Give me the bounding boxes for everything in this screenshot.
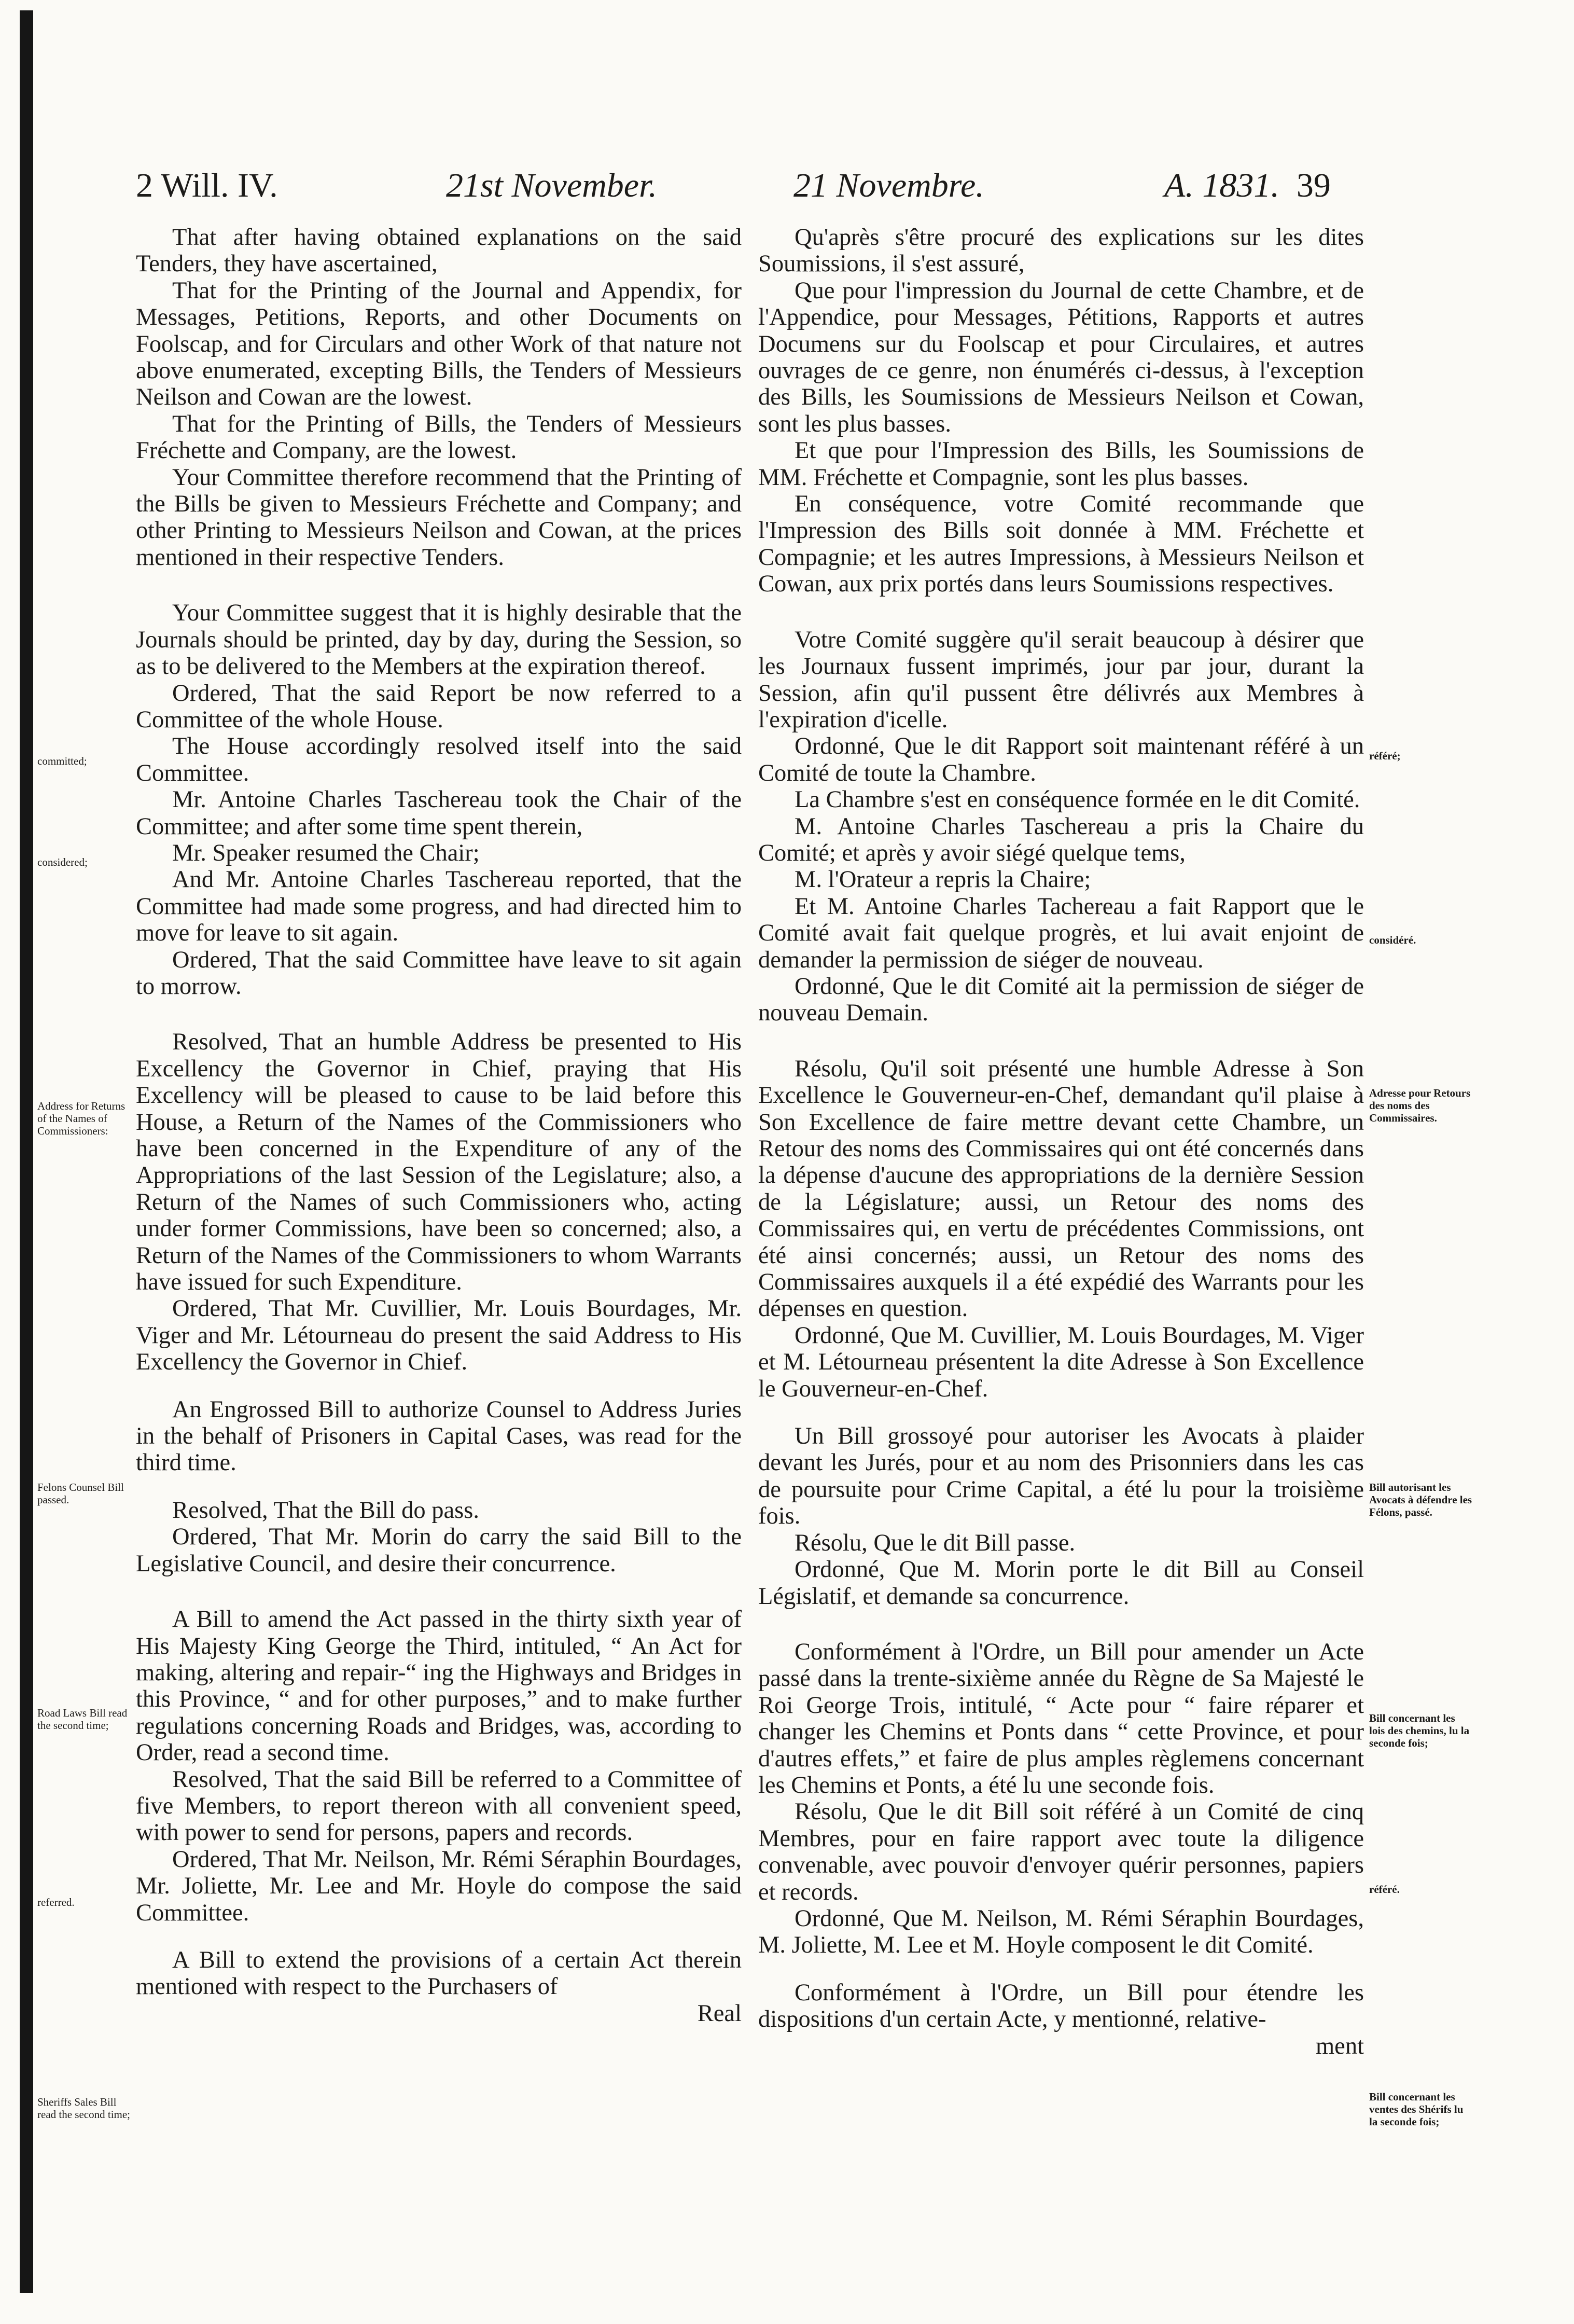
paragraph: Ordered, That the said Report be now referred to a Committee of the whole House. [136, 680, 742, 733]
paragraph: That after having obtained explanations on the said Tenders, they have ascertained, [136, 224, 742, 278]
paragraph: And Mr. Antoine Charles Taschereau reported, that the Committee had made some progress, and had directed him to move for leave to sit again. [136, 866, 742, 947]
margin-note-left: referred. [37, 1896, 75, 1908]
paragraph: La Chambre s'est en conséquence formée en le dit Comité. [795, 786, 1360, 813]
header-regnal-year: 2 Will. IV. [136, 167, 278, 204]
paragraph: Ordonné, Que M. Cuvillier, M. Louis Bourdages, M. Viger et M. Létourneau présentent la dite Adresse à Son Excellence le Gouverneur-en-Chef. [758, 1322, 1364, 1402]
paragraph: Resolved, That the Bill do pass. [172, 1497, 479, 1524]
paragraph: Résolu, Qu'il soit présenté une humble Adresse à Son Excellence le Gouverneur-en-Chef, demandant qu'il plaise à Son Excellence de faire mettre devant cette Chambre, un Retour des noms des Commissaires qui ont été concernés dans la dépense d'aucune des appropriations de la dernière Session de la Législature; aussi, un Retour des noms des Commissaires qui, en vertu de précédentes Commissions, ont été ainsi concernés; aussi, un Retour des noms des Commissaires auxquels il a été expédié des Warrants pour les dépenses en question. [758, 1055, 1364, 1322]
paragraph: Résolu, Que le dit Bill passe. [795, 1529, 1076, 1556]
margin-note-right: Adresse pour Retours des noms des Commissaires. [1369, 1087, 1471, 1124]
header-date-english: 21st November. [446, 167, 657, 204]
paragraph: Resolved, That an humble Address be presented to His Excellency the Governor in Chief, praying that His Excellency will be pleased to cause to be laid before this House, a Return of the Names of the Commissioners who have been concerned in the Expenditure of any of the Appropriations of the last Session of the Legislature; also, a Return of the Names of such Commissioners who, acting under former Commissions, have been so concerned; also, a Return of the Names of the Commissioners to whom Warrants have issued for such Expenditure. [136, 1029, 742, 1296]
margin-note-left: Sheriffs Sales Bill read the second time; [37, 2096, 131, 2121]
header-date-french: 21 Novembre. [793, 167, 984, 204]
paragraph: Un Bill grossoyé pour autoriser les Avocats à plaider devant les Jurés, pour et au nom des Prisonniers dans les cas de poursuite pour Crime Capital, a été lu pour la troisième fois. [758, 1423, 1364, 1530]
paragraph: Ordonné, Que le dit Rapport soit maintenant référé à un Comité de toute la Chambre. [758, 733, 1364, 786]
margin-note-left: considered; [37, 856, 88, 868]
french-column [758, 224, 1364, 2059]
margin-note-right: Bill autorisant les Avocats à défendre les Félons, passé. [1369, 1481, 1472, 1518]
margin-note-left: committed; [37, 755, 87, 767]
paragraph: Et que pour l'Impression des Bills, les Soumissions de MM. Fréchette et Compagnie, sont les plus basses. [758, 437, 1364, 491]
paragraph: Que pour l'impression du Journal de cette Chambre, et de l'Appendice, pour Messages, Pétitions, Rapports et autres Documens sur du Foolscap et pour Circulaires, et autres ouvrages de ce genre, non énumérés ci-dessus, à l'exception des Bills, les Soumissions de Messieurs Neilson et Cowan, sont les plus basses. [758, 277, 1364, 437]
paragraph: The House accordingly resolved itself into the said Committee. [136, 733, 742, 786]
paragraph: Resolved, That the said Bill be referred to a Committee of five Members, to report thereon with all convenient speed, with power to send for persons, papers and records. [136, 1766, 742, 1846]
paragraph: Résolu, Que le dit Bill soit référé à un Comité de cinq Membres, pour en faire rapport avec toute la diligence convenable, avec pouvoir d'envoyer quérir personnes, papiers et records. [758, 1799, 1364, 1905]
margin-note-left: Felons Counsel Bill passed. [37, 1481, 124, 1506]
paragraph: Ordonné, Que M. Morin porte le dit Bill au Conseil Législatif, et demande sa concurrence. [758, 1556, 1364, 1610]
margin-note-right: considéré. [1369, 934, 1416, 946]
paragraph: Ordonné, Que M. Neilson, M. Rémi Séraphin Bourdages, M. Joliette, M. Lee et M. Hoyle composent le dit Comité. [758, 1905, 1364, 1959]
margin-note-left: Road Laws Bill read the second time; [37, 1707, 128, 1732]
catchword: ment [1316, 2032, 1364, 2059]
english-column [136, 224, 742, 2027]
paragraph: Conformément à l'Ordre, un Bill pour étendre les dispositions d'un certain Acte, y mentionné, relative- [758, 1979, 1364, 2033]
paragraph: M. l'Orateur a repris la Chaire; [795, 866, 1091, 893]
margin-note-right: Bill concernant les ventes des Shérifs lu la seconde fois; [1369, 2091, 1464, 2128]
paragraph: Ordered, That Mr. Morin do carry the said Bill to the Legislative Council, and desire their concurrence. [136, 1524, 742, 1577]
paragraph: That for the Printing of the Journal and Appendix, for Messages, Petitions, Reports, and other Documents on Foolscap, and for Circulars and other Work of that nature not above enumerated, excepting Bills, the Tenders of Messieurs Neilson and Cowan are the lowest. [136, 277, 742, 411]
paragraph: Your Committee suggest that it is highly desirable that the Journals should be printed, day by day, during the Session, so as to be delivered to the Members at the expiration thereof. [136, 600, 742, 680]
paragraph: Your Committee therefore recommend that the Printing of the Bills be given to Messieurs Fréchette and Company; and other Printing to Messieurs Neilson and Cowan, at the prices mentioned in their respective Tenders. [136, 464, 742, 571]
paragraph: Votre Comité suggère qu'il serait beaucoup à désirer que les Journaux fussent imprimés, jour par jour, durant la Session, afin qu'il pussent être délivrés aux Membres à l'expiration d'icelle. [758, 626, 1364, 733]
paragraph: Conformément à l'Ordre, un Bill pour amender un Acte passé dans la trente-sixième année du Règne de Sa Majesté le Roi George Trois, intitulé, “ Acte pour “ faire réparer et changer les Chemins et Ponts dans “ cette Province, et pour d'autres effets,” et faire de plus amples règlemens concernant les Chemins et Ponts, a été lu une seconde fois. [758, 1638, 1364, 1799]
paragraph: Ordered, That Mr. Neilson, Mr. Rémi Séraphin Bourdages, Mr. Joliette, Mr. Lee and Mr. Hoyle do compose the said Committee. [136, 1846, 742, 1926]
paragraph: En conséquence, votre Comité recommande que l'Impression des Bills soit donnée à MM. Fréchette et Compagnie; et les autres Impressions, à Messieurs Neilson et Cowan, aux prix portés dans leurs Soumissions respectives. [758, 491, 1364, 598]
paragraph: Ordered, That Mr. Cuvillier, Mr. Louis Bourdages, Mr. Viger and Mr. Létourneau do present the said Address to His Excellency the Governor in Chief. [136, 1295, 742, 1376]
paragraph: M. Antoine Charles Taschereau a pris la Chaire du Comité; et après y avoir siégé quelque tems, [758, 813, 1364, 866]
paragraph: Mr. Antoine Charles Taschereau took the Chair of the Committee; and after some time spent therein, [136, 786, 742, 840]
paragraph: Ordered, That the said Committee have leave to sit again to morrow. [136, 946, 742, 1000]
paragraph: Ordonné, Que le dit Comité ait la permission de siéger de nouveau Demain. [758, 973, 1364, 1027]
page-spine-bar [20, 10, 33, 2293]
catchword: Real [697, 2000, 742, 2027]
paragraph: That for the Printing of Bills, the Tenders of Messieurs Fréchette and Company, are the lowest. [136, 410, 742, 464]
margin-note-right: Bill concernant les lois des chemins, lu la seconde fois; [1369, 1712, 1470, 1749]
paragraph: An Engrossed Bill to authorize Counsel to Address Juries in the behalf of Prisoners in Capital Cases, was read for the third time. [136, 1396, 742, 1476]
paragraph: A Bill to amend the Act passed in the thirty sixth year of His Majesty King George the Third, intituled, “ An Act for making, altering and repair-“ ing the Highways and Bridges in this Province, “ and for other purposes,” and to make further regulations concerning Roads and Bridges, was, according to Order, read a second time. [136, 1606, 742, 1766]
margin-note-left: Address for Returns of the Names of Commissioners: [37, 1100, 126, 1137]
paragraph: A Bill to extend the provisions of a certain Act therein mentioned with respect to the Purchasers of [136, 1946, 742, 2000]
paragraph: Et M. Antoine Charles Tachereau a fait Rapport que le Comité avait fait quelque progrès, et lui avait enjoint de demander la permission de siéger de nouveau. [758, 893, 1364, 973]
paragraph: Mr. Speaker resumed the Chair; [172, 839, 480, 866]
margin-note-right: référé; [1369, 750, 1401, 762]
header-year-page: A. 1831. 39 [1164, 167, 1331, 204]
paragraph: Qu'après s'être procuré des explications sur les dites Soumissions, il s'est assuré, [758, 224, 1364, 278]
margin-note-right: référé. [1369, 1883, 1400, 1896]
